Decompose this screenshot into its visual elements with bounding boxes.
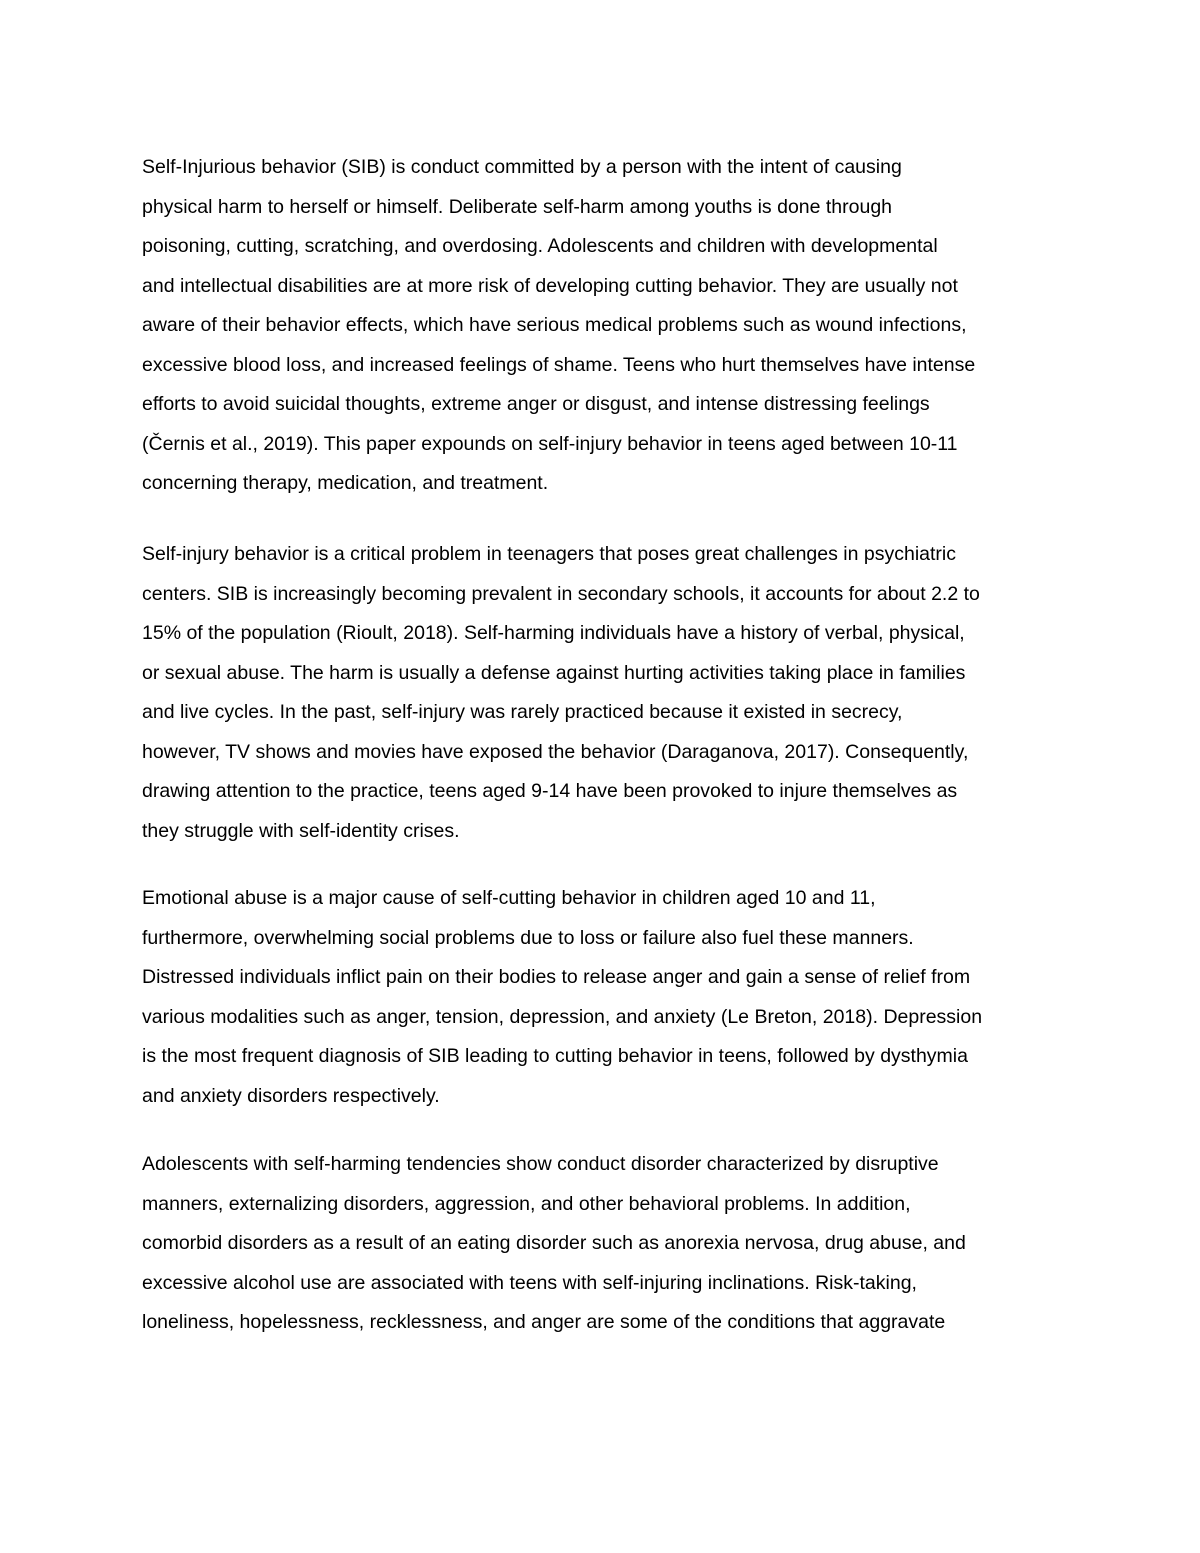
- text-line: 15% of the population (Rioult, 2018). Self-harming individuals have a history of verbal, physical,: [142, 622, 965, 644]
- text-line: and anxiety disorders respectively.: [142, 1084, 440, 1107]
- paragraph-2: [142, 535, 1072, 851]
- text-line: Distressed individuals inflict pain on their bodies to release anger and gain a sense of relief from: [142, 966, 971, 988]
- text-line: concerning therapy, medication, and treatment.: [142, 472, 549, 494]
- text-line: various modalities such as anger, tension, depression, and anxiety (Le Breton, 2018). Depression: [142, 1005, 983, 1028]
- text-line: aware of their behavior effects, which have serious medical problems such as wound infections,: [142, 314, 967, 336]
- text-line: is the most frequent diagnosis of SIB leading to cutting behavior in teens, followed by dysthymia: [142, 1045, 968, 1067]
- text-line: Emotional abuse is a major cause of self-cutting behavior in children aged 10 and 11,: [142, 887, 876, 909]
- text-line: loneliness, hopelessness, recklessness, and anger are some of the conditions that aggravate: [142, 1311, 946, 1333]
- paragraph-4: [142, 1145, 1072, 1343]
- text-line: centers. SIB is increasingly becoming prevalent in secondary schools, it accounts for about 2.2 to: [142, 582, 980, 605]
- text-line: excessive blood loss, and increased feelings of shame. Teens who hurt themselves have intense: [142, 353, 976, 376]
- text-line: Self-Injurious behavior (SIB) is conduct committed by a person with the intent of causing: [142, 156, 902, 178]
- text-line: physical harm to herself or himself. Deliberate self-harm among youths is done through: [142, 195, 893, 218]
- paragraph-1: [142, 148, 1072, 504]
- paragraph-3: [142, 879, 1072, 1116]
- text-line: or sexual abuse. The harm is usually a defense against hurting activities taking place in families: [142, 661, 966, 684]
- text-line: (Černis et al., 2019). This paper expounds on self-injury behavior in teens aged between 10-11: [142, 432, 958, 455]
- text-line: furthermore, overwhelming social problems due to loss or failure also fuel these manners.: [142, 926, 914, 949]
- text-line: they struggle with self-identity crises.: [142, 819, 460, 842]
- text-line: poisoning, cutting, scratching, and overdosing. Adolescents and children with developmental: [142, 235, 938, 257]
- text-line: and live cycles. In the past, self-injury was rarely practiced because it existed in secrecy,: [142, 701, 903, 723]
- text-line: however, TV shows and movies have exposed the behavior (Daraganova, 2017). Consequently,: [142, 740, 969, 763]
- text-line: excessive alcohol use are associated with teens with self-injuring inclinations. Risk-taking,: [142, 1271, 917, 1294]
- text-line: drawing attention to the practice, teens aged 9-14 have been provoked to injure themselves as: [142, 780, 958, 802]
- text-line: Adolescents with self-harming tendencies show conduct disorder characterized by disruptive: [142, 1153, 939, 1175]
- text-line: manners, externalizing disorders, aggression, and other behavioral problems. In addition,: [142, 1192, 911, 1215]
- text-line: efforts to avoid suicidal thoughts, extreme anger or disgust, and intense distressing feelings: [142, 393, 930, 415]
- text-line: and intellectual disabilities are at more risk of developing cutting behavior. They are usually not: [142, 274, 958, 297]
- text-line: Self-injury behavior is a critical problem in teenagers that poses great challenges in psychiatric: [142, 543, 956, 565]
- text-line: comorbid disorders as a result of an eating disorder such as anorexia nervosa, drug abuse, and: [142, 1232, 966, 1254]
